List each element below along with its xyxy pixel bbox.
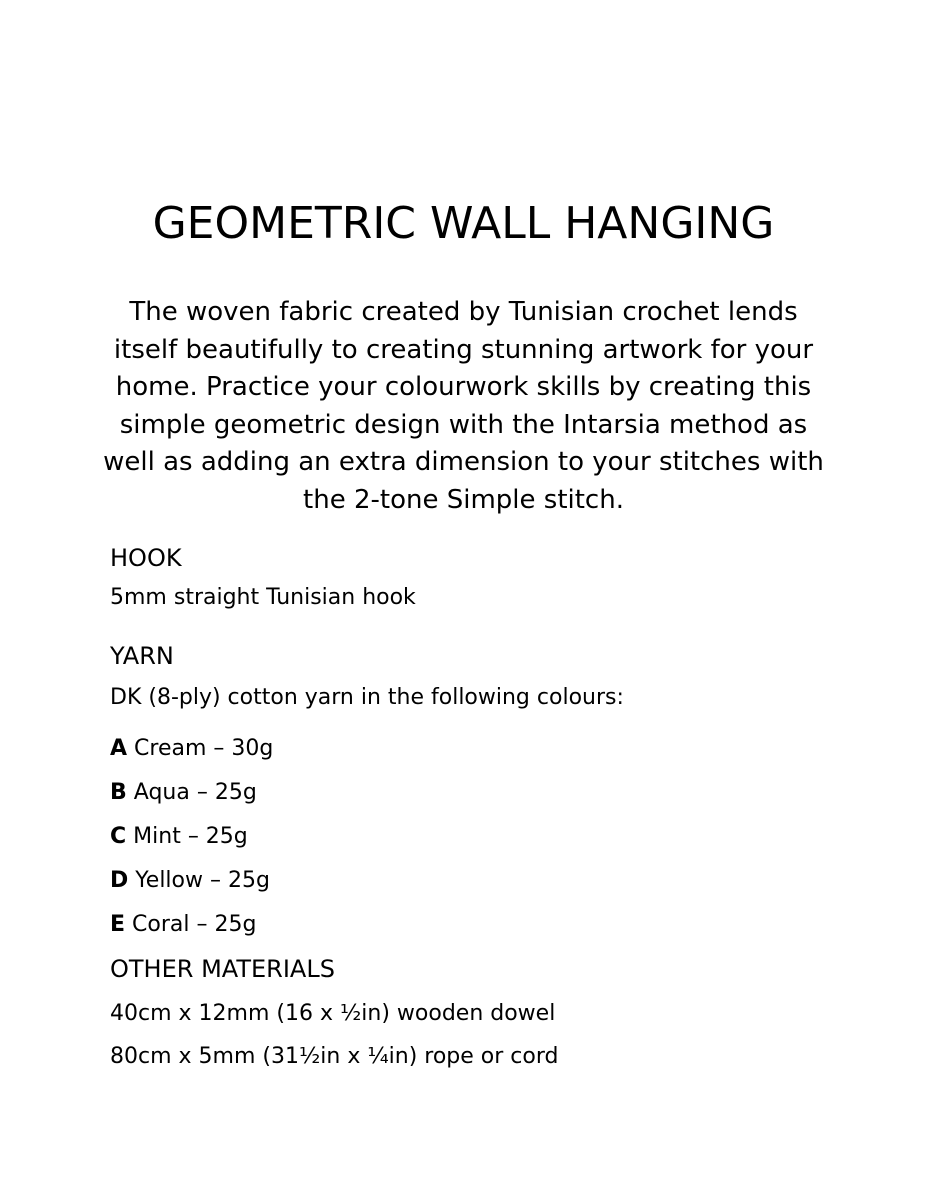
yarn-item-letter: C — [110, 824, 127, 849]
other-materials-heading: OTHER MATERIALS — [110, 955, 335, 983]
intro-line: the 2-tone Simple stitch. — [303, 484, 624, 515]
yarn-intro: DK (8-ply) cotton yarn in the following colours: — [110, 685, 624, 710]
yarn-item-text: Coral – 25g — [132, 912, 257, 937]
yarn-section — [0, 641, 927, 941]
intro-line: well as adding an extra dimension to your stitches with — [103, 447, 824, 477]
hook-detail: 5mm straight Tunisian hook — [110, 585, 416, 610]
intro-line: The woven fabric created by Tunisian crochet lends — [129, 297, 798, 327]
yarn-item-letter: B — [110, 780, 127, 805]
intro-line: home. Practice your colourwork skills by creating this — [115, 372, 812, 402]
yarn-item — [110, 777, 837, 809]
yarn-item-text: Aqua – 25g — [133, 780, 257, 805]
yarn-item-letter: A — [110, 736, 128, 761]
material-line: 80cm x 5mm (31¹⁄₂in x ¹⁄₄in) rope or cord — [110, 1044, 559, 1069]
intro-line: itself beautifully to creating stunning artwork for your — [113, 334, 814, 365]
yarn-item-text: Yellow – 25g — [135, 868, 270, 893]
page-title: GEOMETRIC WALL HANGING — [152, 198, 775, 249]
yarn-item-text: Mint – 25g — [133, 824, 248, 849]
hook-heading: HOOK — [110, 544, 182, 572]
yarn-item-letter: E — [110, 912, 126, 937]
other-materials-section — [0, 954, 927, 1073]
yarn-item — [110, 909, 837, 941]
yarn-item-text: Cream – 30g — [134, 736, 274, 761]
hook-section — [0, 543, 927, 614]
intro-paragraph — [0, 294, 927, 519]
yarn-item — [110, 865, 837, 897]
intro-line: simple geometric design with the Intarsia method as — [119, 409, 808, 440]
yarn-item — [110, 821, 837, 853]
yarn-item — [110, 733, 837, 765]
yarn-heading: YARN — [110, 642, 174, 670]
yarn-item-letter: D — [110, 868, 129, 893]
material-line: 40cm x 12mm (16 x ¹⁄₂in) wooden dowel — [110, 1001, 556, 1026]
